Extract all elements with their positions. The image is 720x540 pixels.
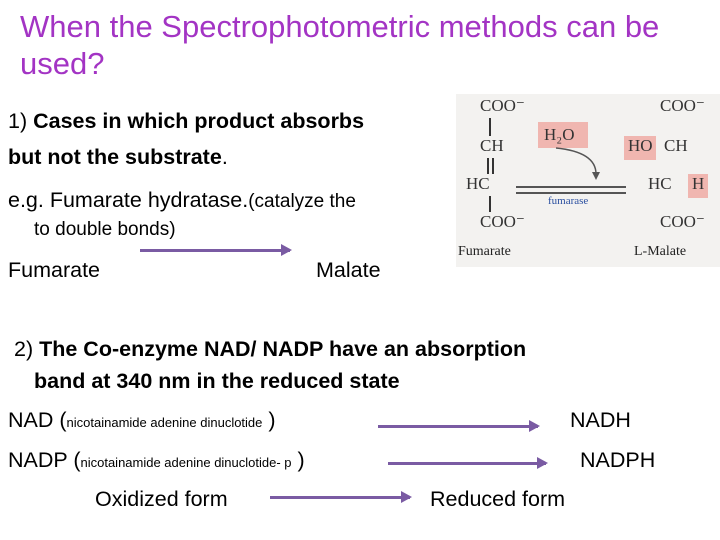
reverse-arrow bbox=[516, 192, 626, 194]
example-line bbox=[8, 187, 356, 215]
nadp-prefix: NADP ( bbox=[8, 448, 81, 472]
nad-full-name: nicotainamide adenine dinuclotide bbox=[66, 415, 263, 430]
fumarate-coo-top: COO⁻ bbox=[480, 96, 525, 115]
nadp-suffix: ) bbox=[291, 448, 305, 472]
bond-line bbox=[489, 196, 491, 212]
oxidized-form-label: Oxidized form bbox=[95, 487, 228, 511]
nadp-full-name: nicotainamide adenine dinuclotide- p bbox=[80, 455, 292, 470]
malate-ho: HO bbox=[628, 136, 653, 155]
malate-hc: HC bbox=[648, 174, 672, 193]
reaction-arrow-nadp bbox=[388, 462, 546, 465]
reaction-arrow-nad bbox=[378, 425, 538, 428]
example-continuation: to double bonds) bbox=[34, 219, 176, 240]
point-2-text: The Co-enzyme NAD/ NADP have an absorption bbox=[39, 337, 527, 361]
double-bond-line bbox=[492, 158, 494, 174]
malate-coo-top: COO⁻ bbox=[660, 96, 705, 115]
malate-caption: L-Malate bbox=[634, 244, 687, 259]
water-label: H₂O bbox=[544, 125, 575, 144]
malate-coo-bottom: COO⁻ bbox=[660, 212, 705, 231]
slide-title: When the Spectrophotometric methods can be used? bbox=[20, 9, 660, 81]
nad-suffix: ) bbox=[262, 408, 276, 432]
example-paren: (catalyze the bbox=[248, 191, 356, 212]
substrate-label: Fumarate bbox=[8, 258, 101, 282]
fumarate-ch: CH bbox=[480, 136, 504, 155]
reaction-arrow-redox bbox=[270, 496, 410, 499]
enzyme-label: fumarase bbox=[548, 195, 589, 207]
forward-arrow bbox=[516, 186, 626, 188]
reduced-form-label: Reduced form bbox=[430, 487, 566, 511]
point-1-text: Cases in which product absorbs bbox=[33, 109, 365, 133]
product-label: Malate bbox=[316, 258, 381, 282]
nad-row bbox=[8, 407, 276, 436]
point-2-number: 2) bbox=[14, 337, 40, 361]
double-bond-line bbox=[487, 158, 489, 174]
nadph-label: NADPH bbox=[580, 448, 656, 472]
bond-line bbox=[489, 118, 491, 136]
point-1-line-2 bbox=[8, 144, 228, 170]
fumarate-hc: HC bbox=[466, 174, 490, 193]
point-1-number: 1) bbox=[8, 109, 34, 133]
example-main: e.g. Fumarate hydratase. bbox=[8, 188, 249, 212]
malate-h: H bbox=[692, 174, 705, 193]
fumarate-caption: Fumarate bbox=[458, 244, 511, 259]
nadp-row bbox=[8, 447, 305, 476]
fumarate-coo-bottom: COO⁻ bbox=[480, 212, 525, 231]
point-2-line-1 bbox=[14, 336, 526, 362]
point-1-line-1 bbox=[8, 108, 364, 134]
point-1-text-cont: but not the substrate bbox=[8, 145, 222, 169]
malate-ch: CH bbox=[664, 136, 688, 155]
nad-prefix: NAD ( bbox=[8, 408, 67, 432]
point-1-period: . bbox=[221, 145, 228, 169]
point-2-line-2: band at 340 nm in the reduced state bbox=[34, 369, 400, 393]
reaction-arrow-1 bbox=[140, 249, 290, 252]
fumarase-reaction-figure bbox=[456, 94, 720, 267]
nadh-label: NADH bbox=[570, 408, 631, 432]
